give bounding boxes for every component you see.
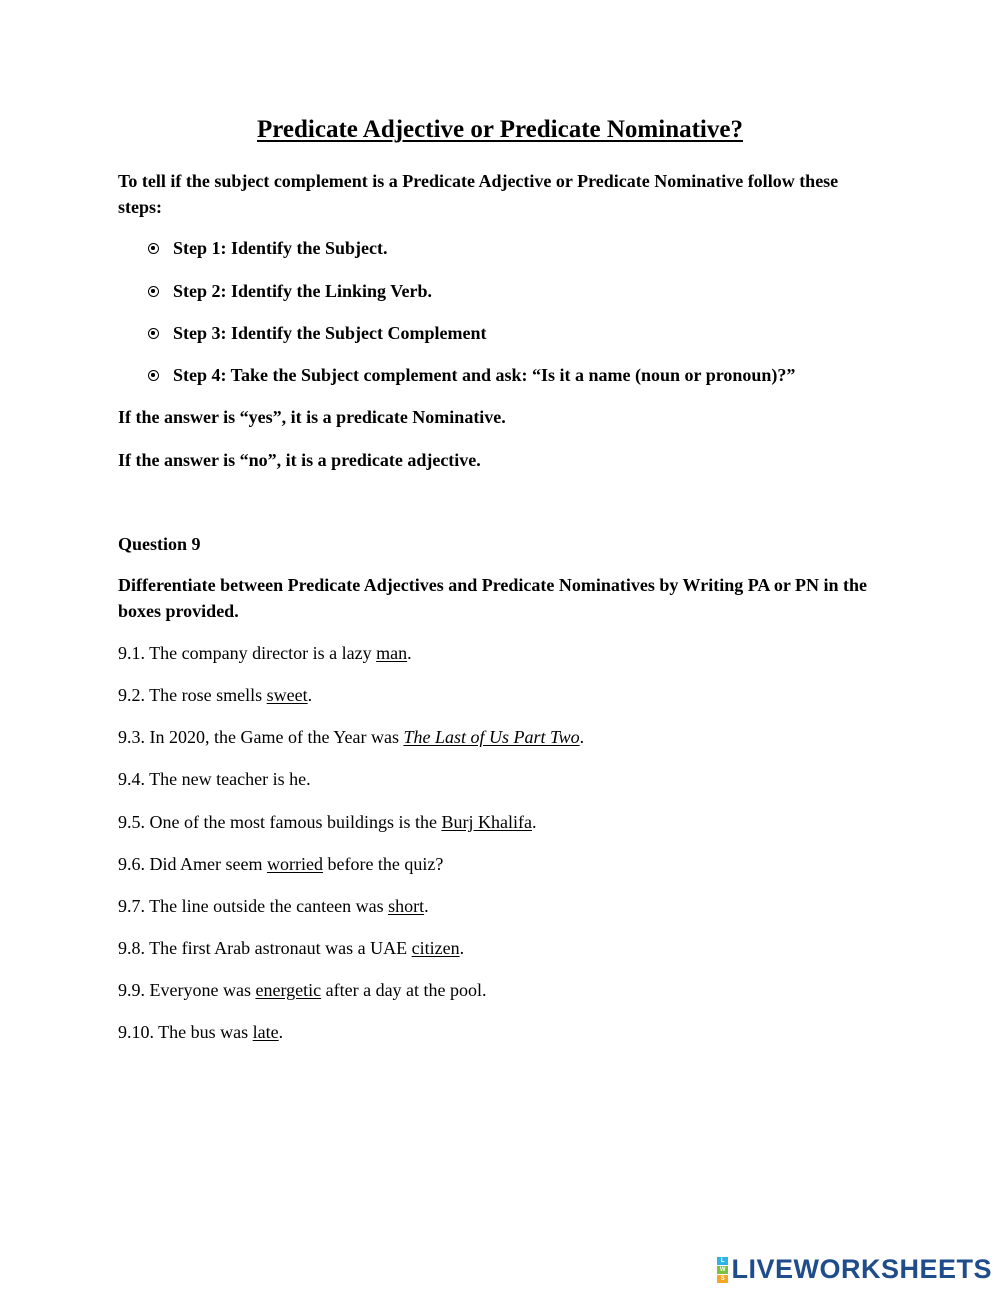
item-text-end: after a day at the pool.	[321, 980, 487, 1000]
logo-mark-block: L	[717, 1257, 728, 1265]
logo-mark-block: S	[717, 1275, 728, 1283]
question-item-9-3	[118, 725, 584, 749]
item-text-end: .	[278, 1022, 284, 1042]
key-word: short	[388, 896, 425, 916]
item-text-end: .	[407, 643, 412, 663]
item-text: 9.3. In 2020, the Game of the Year was	[118, 727, 404, 747]
radio-bullet-icon	[148, 370, 159, 381]
question-item-9-7	[118, 894, 429, 918]
question-instruction: Differentiate between Predicate Adjectives and Predicate Nominatives by Writing PA or PN in the boxes provided.	[118, 575, 868, 621]
item-text: 9.9. Everyone was	[118, 980, 256, 1000]
key-word: citizen	[411, 938, 460, 958]
key-word: sweet	[266, 685, 308, 705]
page-title: Predicate Adjective or Predicate Nominative?	[257, 116, 743, 143]
step-2	[148, 279, 432, 303]
logo-mark-icon	[717, 1257, 728, 1283]
item-text: 9.1. The company director is a lazy	[118, 643, 377, 663]
item-text-end: .	[307, 685, 313, 705]
item-text: 9.8. The first Arab astronaut was a UAE	[118, 938, 412, 958]
question-item-9-8	[118, 936, 464, 960]
question-heading: Question 9	[118, 534, 201, 554]
key-word: man	[376, 643, 408, 663]
item-text-end: before the quiz?	[322, 854, 444, 874]
step-text: Step 3: Identify the Subject Complement	[173, 323, 487, 343]
question-item-9-2	[118, 683, 312, 707]
step-text: Step 4: Take the Subject complement and ask: “Is it a name (noun or pronoun)?”	[173, 365, 796, 385]
item-text: 9.10. The bus was	[118, 1022, 253, 1042]
item-text-end: .	[531, 812, 537, 832]
item-text: 9.4. The new teacher is he.	[118, 769, 311, 789]
question-item-9-10	[118, 1020, 283, 1044]
radio-bullet-icon	[148, 328, 159, 339]
key-word: Burj Khalifa	[441, 812, 532, 832]
step-text: Step 2: Identify the Linking Verb.	[173, 281, 433, 301]
item-text: 9.7. The line outside the canteen was	[118, 896, 389, 916]
question-item-9-9	[118, 978, 487, 1002]
logo-mark-block: W	[717, 1266, 728, 1274]
logo-text: LIVEWORKSHEETS	[731, 1254, 992, 1284]
radio-bullet-icon	[148, 243, 159, 254]
item-text-end: .	[424, 896, 429, 916]
key-word: worried	[266, 854, 323, 874]
rule-yes: If the answer is “yes”, it is a predicate Nominative.	[118, 407, 506, 427]
intro-paragraph: To tell if the subject complement is a Predicate Adjective or Predicate Nominative follow these steps:	[118, 171, 839, 217]
key-word: late	[252, 1022, 279, 1042]
item-text-end: .	[579, 727, 585, 747]
step-text: Step 1: Identify the Subject.	[173, 238, 388, 258]
question-item-9-4	[118, 767, 311, 791]
key-word: energetic	[255, 980, 322, 1000]
item-text-end: .	[459, 938, 465, 958]
liveworksheets-logo[interactable]	[717, 1254, 992, 1285]
question-item-9-5	[118, 810, 536, 834]
radio-bullet-icon	[148, 286, 159, 297]
key-word: The Last of Us Part Two	[403, 727, 580, 747]
rule-no: If the answer is “no”, it is a predicate adjective.	[118, 450, 481, 470]
question-item-9-6	[118, 852, 443, 876]
item-text: 9.5. One of the most famous buildings is the	[118, 812, 442, 832]
step-1	[148, 236, 388, 260]
item-text: 9.6. Did Amer seem	[118, 854, 267, 874]
step-4	[148, 363, 795, 387]
item-text: 9.2. The rose smells	[118, 685, 267, 705]
question-item-9-1	[118, 641, 412, 665]
step-3	[148, 321, 486, 345]
